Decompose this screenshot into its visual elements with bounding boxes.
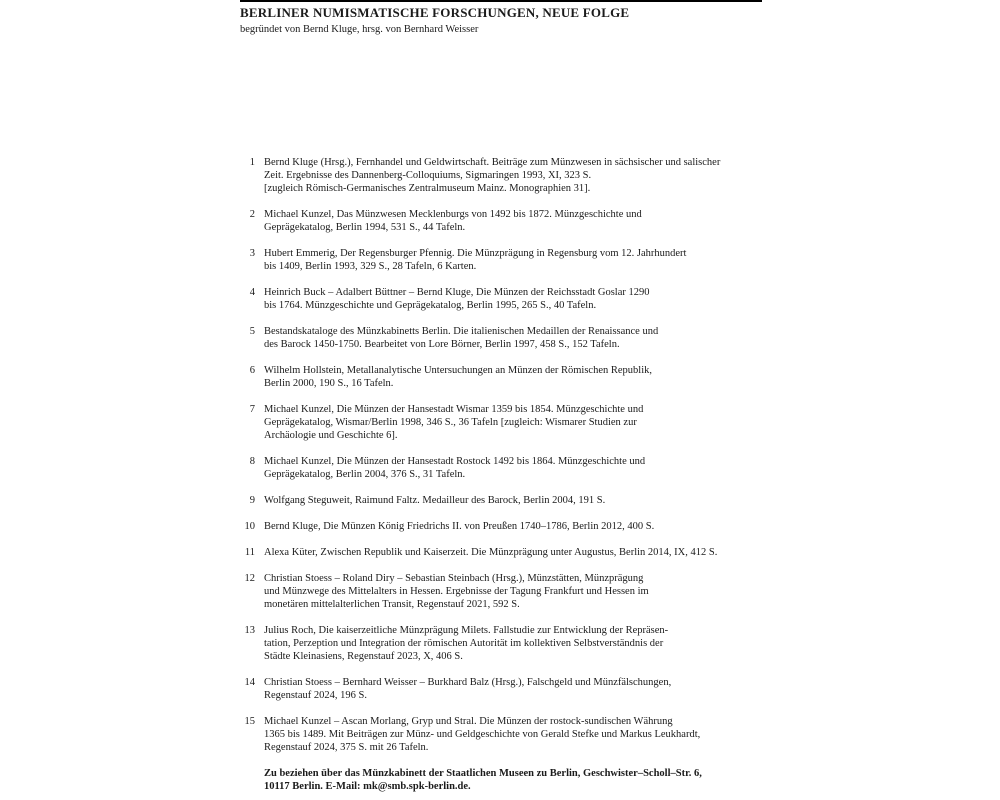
entry-text	[264, 403, 643, 442]
entry-row	[240, 403, 762, 442]
entry-row	[240, 546, 762, 559]
entry-line: Geprägekatalog, Berlin 2004, 376 S., 31 Tafeln.	[264, 469, 466, 480]
entry-text	[264, 455, 645, 481]
entry-row	[240, 715, 762, 754]
entry-number: 5	[249, 326, 255, 337]
entry-line: 1365 bis 1489. Mit Beiträgen zur Münz- und Geldgeschichte von Gerald Stefke und Markus Leukhardt,	[264, 729, 701, 740]
entry-line: Bernd Kluge, Die Münzen König Friedrichs II. von Preußen 1740–1786, Berlin 2012, 400 S.	[264, 521, 655, 532]
entry-line: Städte Kleinasiens, Regenstauf 2023, X, 406 S.	[264, 651, 463, 662]
entry-number: 12	[244, 573, 255, 584]
entry-number: 13	[244, 625, 255, 636]
entry-number: 15	[244, 716, 255, 727]
entry-line: Michael Kunzel – Ascan Morlang, Gryp und Stral. Die Münzen der rostock-sundischen Währung	[264, 716, 673, 727]
entry-row	[240, 247, 762, 273]
entry-line: Zeit. Ergebnisse des Dannenberg-Colloquiums, Sigmaringen 1993, XI, 323 S.	[264, 170, 592, 181]
publication-list	[240, 156, 762, 754]
entry-text	[264, 520, 654, 533]
entry-line: Christian Stoess – Roland Diry – Sebastian Steinbach (Hrsg.), Münzstätten, Münzprägung	[264, 573, 644, 584]
page-title: BERLINER NUMISMATISCHE FORSCHUNGEN, NEUE FOLGE	[240, 5, 630, 20]
entry-row	[240, 156, 762, 195]
entry-line: Christian Stoess – Bernhard Weisser – Burkhard Balz (Hrsg.), Falschgeld und Münzfälschungen,	[264, 677, 672, 688]
entry-row	[240, 494, 762, 507]
entry-line: Berlin 2000, 190 S., 16 Tafeln.	[264, 378, 394, 389]
entry-text	[264, 546, 717, 559]
document-content	[240, 0, 762, 793]
entry-text	[264, 676, 671, 702]
entry-line: Geprägekatalog, Berlin 1994, 531 S., 44 Tafeln.	[264, 222, 466, 233]
entry-text	[264, 208, 642, 234]
entry-line: Wolfgang Steguweit, Raimund Faltz. Medailleur des Barock, Berlin 2004, 191 S.	[264, 495, 606, 506]
entry-text	[264, 494, 605, 507]
entry-line: monetären mittelalterlichen Transit, Regenstauf 2021, 592 S.	[264, 599, 520, 610]
entry-line: des Barock 1450-1750. Bearbeitet von Lore Börner, Berlin 1997, 458 S., 152 Tafeln.	[264, 339, 620, 350]
entry-line: Michael Kunzel, Die Münzen der Hansestadt Wismar 1359 bis 1854. Münzgeschichte und	[264, 404, 644, 415]
entry-row	[240, 325, 762, 351]
entry-row	[240, 208, 762, 234]
entry-line: Archäologie und Geschichte 6].	[264, 430, 398, 441]
ordering-note-line: Zu beziehen über das Münzkabinett der Staatlichen Museen zu Berlin, Geschwister–Scholl–Str. 6,	[264, 768, 702, 779]
entry-text	[264, 364, 652, 390]
entry-line: Michael Kunzel, Das Münzwesen Mecklenburgs von 1492 bis 1872. Münzgeschichte und	[264, 209, 642, 220]
entry-line: Bestandskataloge des Münzkabinetts Berlin. Die italienischen Medaillen der Renaissance und	[264, 326, 659, 337]
entry-text	[264, 156, 720, 195]
entry-row	[240, 286, 762, 312]
entry-line: Heinrich Buck – Adalbert Büttner – Bernd Kluge, Die Münzen der Reichsstadt Goslar 1290	[264, 287, 650, 298]
entry-line: Michael Kunzel, Die Münzen der Hansestadt Rostock 1492 bis 1864. Münzgeschichte und	[264, 456, 646, 467]
entry-number: 1	[249, 157, 255, 168]
entry-row	[240, 676, 762, 702]
entry-text	[264, 325, 658, 351]
entry-row	[240, 572, 762, 611]
entry-line: [zugleich Römisch-Germanisches Zentralmuseum Mainz. Monographien 31].	[264, 183, 591, 194]
page-subtitle: begründet von Bernd Kluge, hrsg. von Bernhard Weisser	[240, 24, 479, 35]
entry-line: Geprägekatalog, Wismar/Berlin 1998, 346 S., 36 Tafeln [zugleich: Wismarer Studien zur	[264, 417, 637, 428]
entry-number: 2	[249, 209, 255, 220]
entry-line: Julius Roch, Die kaiserzeitliche Münzprägung Milets. Fallstudie zur Entwicklung der Repräsen-	[264, 625, 669, 636]
header-rule	[240, 0, 762, 2]
entry-line: und Münzwege des Mittelalters in Hessen. Ergebnisse der Tagung Frankfurt und Hessen im	[264, 586, 649, 597]
entry-number: 10	[244, 521, 255, 532]
entry-line: Bernd Kluge (Hrsg.), Fernhandel und Geldwirtschaft. Beiträge zum Münzwesen in sächsischer und salischer	[264, 157, 721, 168]
entry-line: bis 1764. Münzgeschichte und Geprägekatalog, Berlin 1995, 265 S., 40 Tafeln.	[264, 300, 597, 311]
entry-row	[240, 520, 762, 533]
entry-number: 14	[244, 677, 255, 688]
ordering-note	[264, 767, 762, 793]
entry-line: Hubert Emmerig, Der Regensburger Pfennig. Die Münzprägung in Regensburg vom 12. Jahrhundert	[264, 248, 687, 259]
entry-text	[264, 624, 668, 663]
entry-line: Alexa Küter, Zwischen Republik und Kaiserzeit. Die Münzprägung unter Augustus, Berlin 2014, IX, 412 S.	[264, 547, 718, 558]
entry-row	[240, 364, 762, 390]
entry-text	[264, 286, 650, 312]
entry-row	[240, 624, 762, 663]
entry-number: 7	[249, 404, 255, 415]
entry-text	[264, 572, 649, 611]
ordering-note-line: 10117 Berlin. E-Mail: mk@smb.spk-berlin.de.	[264, 781, 471, 792]
entry-text	[264, 715, 700, 754]
entry-number: 6	[249, 365, 255, 376]
entry-line: Regenstauf 2024, 375 S. mit 26 Tafeln.	[264, 742, 429, 753]
entry-line: tation, Perzeption und Integration der römischen Autorität im kollektiven Selbstverständnis der	[264, 638, 664, 649]
entry-row	[240, 455, 762, 481]
entry-line: bis 1409, Berlin 1993, 329 S., 28 Tafeln, 6 Karten.	[264, 261, 477, 272]
entry-text	[264, 247, 686, 273]
entry-line: Wilhelm Hollstein, Metallanalytische Untersuchungen an Münzen der Römischen Republik,	[264, 365, 652, 376]
entry-number: 9	[249, 495, 255, 506]
entry-number: 3	[249, 248, 255, 259]
entry-line: Regenstauf 2024, 196 S.	[264, 690, 367, 701]
entry-number: 8	[249, 456, 255, 467]
entry-number: 4	[249, 287, 255, 298]
entry-number: 11	[244, 547, 255, 558]
